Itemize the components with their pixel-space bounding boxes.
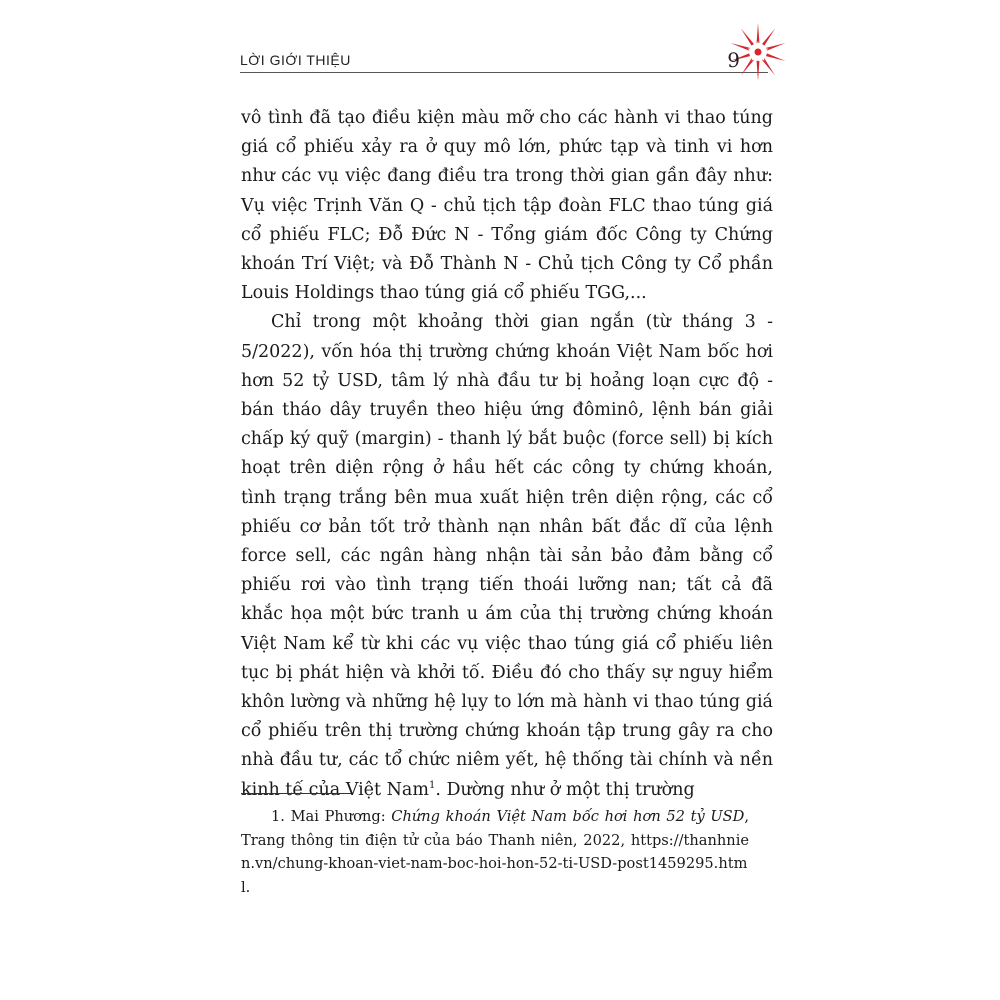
- footnote-title: Chứng khoán Việt Nam bốc hơi hơn 52 tỷ USD: [391, 808, 745, 825]
- emblem-ray: [757, 61, 760, 81]
- running-head: LỜI GIỚI THIỆU: [240, 52, 351, 68]
- emblem-ray: [766, 53, 786, 61]
- paragraph-tail: . Dường như ở một thị trường: [435, 779, 695, 800]
- emblem-ray: [757, 23, 760, 43]
- emblem-ray: [741, 58, 754, 75]
- body-text: [241, 104, 773, 805]
- footnote-author: Mai Phương:: [284, 808, 392, 825]
- footnote-separator: [241, 793, 351, 794]
- footnotes: [241, 805, 749, 899]
- footnote: [241, 805, 749, 899]
- footnote-source: , Trang thông tin điện tử của báo Thanh niên, 2022, https://thanhnien.vn/chung-khoan-viet-nam-boc-hoi-hon-52-ti-USD-post1459295.html.: [241, 808, 750, 896]
- page-number: 9: [727, 48, 740, 72]
- emblem-core: [755, 49, 762, 56]
- paragraph: vô tình đã tạo điều kiện màu mỡ cho các hành vi thao túng giá cổ phiếu xảy ra ở quy mô lớn, phức tạp và tinh vi hơn như các vụ việc đang điều tra trong thời gian gần đây như: Vụ việc Trịnh Văn Q - chủ tịch tập đoàn FLC thao túng giá cổ phiếu FLC; Đỗ Đức N - Tổng giám đốc Công ty Chứng khoán Trí Việt; và Đỗ Thành N - Chủ tịch Công ty Cổ phần Louis Holdings thao túng giá cổ phiếu TGG,...: [241, 108, 773, 304]
- footnote-number: 1.: [271, 808, 285, 825]
- emblem-ray: [766, 43, 786, 51]
- paragraph: [241, 308, 773, 804]
- footnote-reference: 1: [428, 779, 436, 791]
- paragraph-text: Chỉ trong một khoảng thời gian ngắn (từ tháng 3 - 5/2022), vốn hóa thị trường chứng khoán Việt Nam bốc hơi hơn 52 tỷ USD, tâm lý nhà đầu tư bị hoảng loạn cực độ - bán tháo dây truyền theo hiệu ứng đôminô, lệnh bán giải chấp ký quỹ (margin) - thanh lý bắt buộc (force sell) bị kích hoạt trên diện rộng ở hầu hết các công ty chứng khoán, tình trạng trắng bên mua xuất hiện trên diện rộng, các cổ phiếu cơ bản tốt trở thành nạn nhân bất đắc dĩ của lệnh force sell, các ngân hàng nhận tài sản bảo đảm bằng cổ phiếu rơi vào tình trạng tiến thoái lưỡng nan; tất cả đã khắc họa một bức tranh u ám của thị trường chứng khoán Việt Nam kể từ khi các vụ việc thao túng giá cổ phiếu liên tục bị phát hiện và khởi tố. Điều đó cho thấy sự nguy hiểm khôn lường và những hệ lụy to lớn mà hành vi thao túng giá cổ phiếu trên thị trường chứng khoán tập trung gây ra cho nhà đầu tư, các tổ chức niêm yết, hệ thống tài chính và nền kinh tế của Việt Nam: [241, 312, 773, 800]
- emblem-ray: [741, 29, 754, 46]
- emblem-ray: [762, 58, 775, 75]
- page-header: [240, 50, 768, 74]
- header-rule: [240, 72, 768, 73]
- emblem-ray: [762, 29, 775, 46]
